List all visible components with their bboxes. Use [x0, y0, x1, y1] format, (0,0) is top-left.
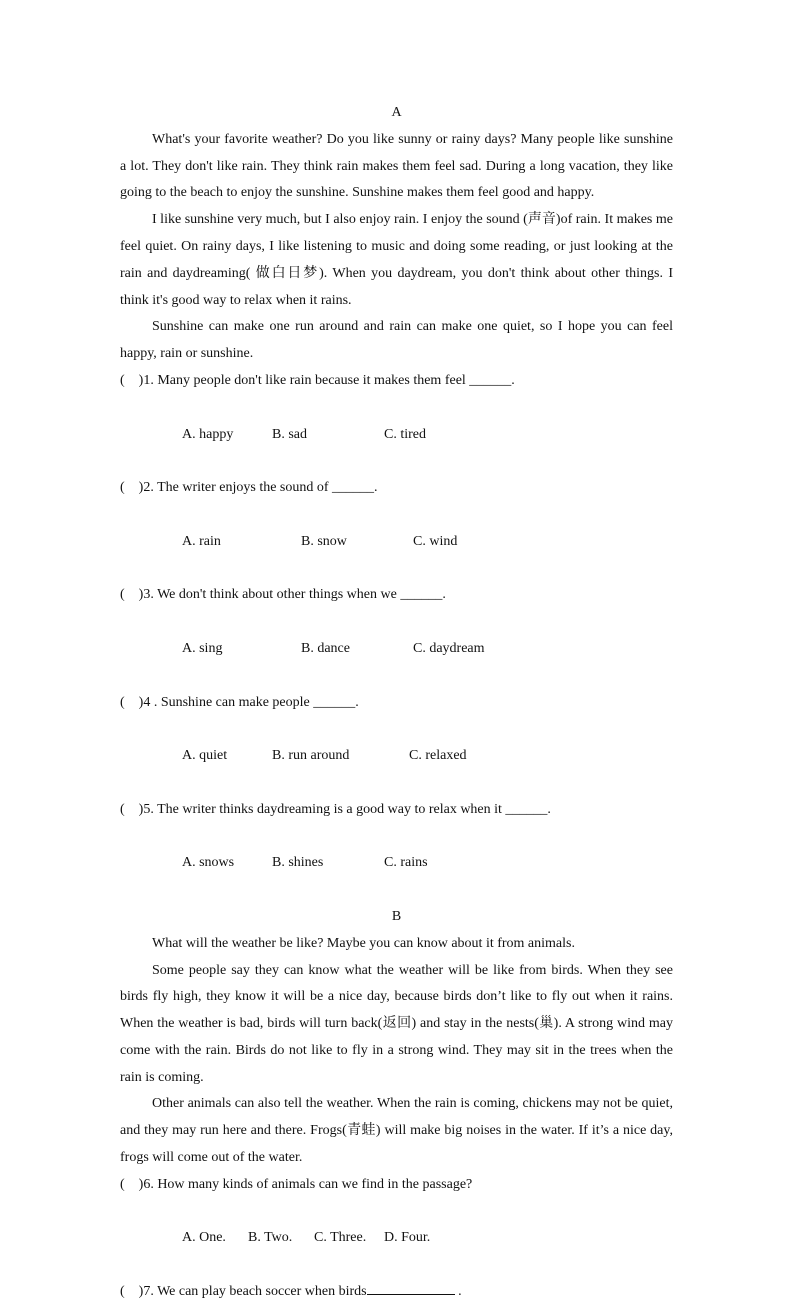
- option-a: A. rain: [182, 533, 221, 549]
- question-7: [120, 1279, 673, 1306]
- question-3-options: [120, 609, 673, 689]
- question-1: ( )1. Many people don't like rain because it makes them feel ______.: [120, 372, 515, 388]
- option-c: C. daydream: [413, 640, 485, 656]
- section-b-paragraph-1: What will the weather be like? Maybe you can know about it from animals.: [152, 935, 575, 951]
- option-c: C. wind: [413, 533, 458, 549]
- option-b: B. shines: [272, 855, 324, 871]
- worksheet-page: [120, 100, 673, 1306]
- section-b-paragraph-3: Other animals can also tell the weather. When the rain is coming, chickens may not be quiet, and they may run here and there. Frogs(青蛙) will make big noises in the water. If it’s a nice day, frogs will come out of the water.: [120, 1096, 673, 1166]
- option-b: B. dance: [301, 640, 350, 656]
- question-1-options: [120, 395, 673, 475]
- option-b: B. Two.: [248, 1230, 293, 1246]
- question-4: ( )4 . Sunshine can make people ______.: [120, 694, 359, 710]
- question-2-options: [120, 502, 673, 582]
- question-5: ( )5. The writer thinks daydreaming is a good way to relax when it ______.: [120, 801, 551, 817]
- section-a-paragraph-2: I like sunshine very much, but I also enjoy rain. I enjoy the sound (声音)of rain. It makes me feel quiet. On rainy days, I like listening to music and doing some reading, or just looking at the rain and daydreaming( 做白日梦). When you daydream, you don't think about other things. I think it's good way to relax when it rains.: [120, 212, 673, 308]
- section-a-heading: A: [391, 105, 402, 120]
- question-6-options: [120, 1199, 673, 1279]
- option-a: A. happy: [182, 426, 234, 442]
- answer-blank[interactable]: [367, 1280, 455, 1295]
- section-a-paragraph-1: What's your favorite weather? Do you like sunny or rainy days? Many people like sunshine a lot. They don't like rain. They think rain makes them feel sad. During a long vacation, they like going to the beach to enjoy the sunshine. Sunshine makes them feel good and happy.: [120, 131, 673, 201]
- option-b: B. sad: [272, 426, 307, 442]
- option-a: A. One.: [182, 1230, 226, 1246]
- question-2: ( )2. The writer enjoys the sound of ______.: [120, 480, 378, 496]
- question-7-tail: .: [454, 1284, 462, 1300]
- option-c: C. tired: [384, 426, 426, 442]
- option-a: A. sing: [182, 640, 223, 656]
- section-b-heading: B: [391, 908, 402, 924]
- question-6: ( )6. How many kinds of animals can we find in the passage?: [120, 1176, 473, 1192]
- option-d: D. Four.: [384, 1230, 431, 1246]
- section-a-paragraph-3: Sunshine can make one run around and rain can make one quiet, so I hope you can feel happy, rain or sunshine.: [120, 319, 673, 362]
- option-c: C. rains: [384, 855, 428, 871]
- question-5-options: [120, 824, 673, 904]
- option-b: B. run around: [272, 748, 350, 764]
- option-a: A. snows: [182, 855, 235, 871]
- question-3: ( )3. We don't think about other things when we ______.: [120, 587, 446, 603]
- question-4-options: [120, 716, 673, 796]
- question-7-stem: ( )7. We can play beach soccer when birds: [120, 1284, 367, 1300]
- option-a: A. quiet: [182, 748, 228, 764]
- option-c: C. Three.: [314, 1230, 367, 1246]
- section-b-paragraph-2: Some people say they can know what the weather will be like from birds. When they see birds fly high, they know it will be a nice day, because birds don’t like to fly out when it rains. When the weather is bad, birds will turn back(返回) and stay in the nests(巢). A strong wind may come with the rain. Birds do not like to fly in a strong wind. They may sit in the trees when the rain is coming.: [120, 962, 673, 1085]
- option-b: B. snow: [301, 533, 347, 549]
- option-c: C. relaxed: [409, 748, 467, 764]
